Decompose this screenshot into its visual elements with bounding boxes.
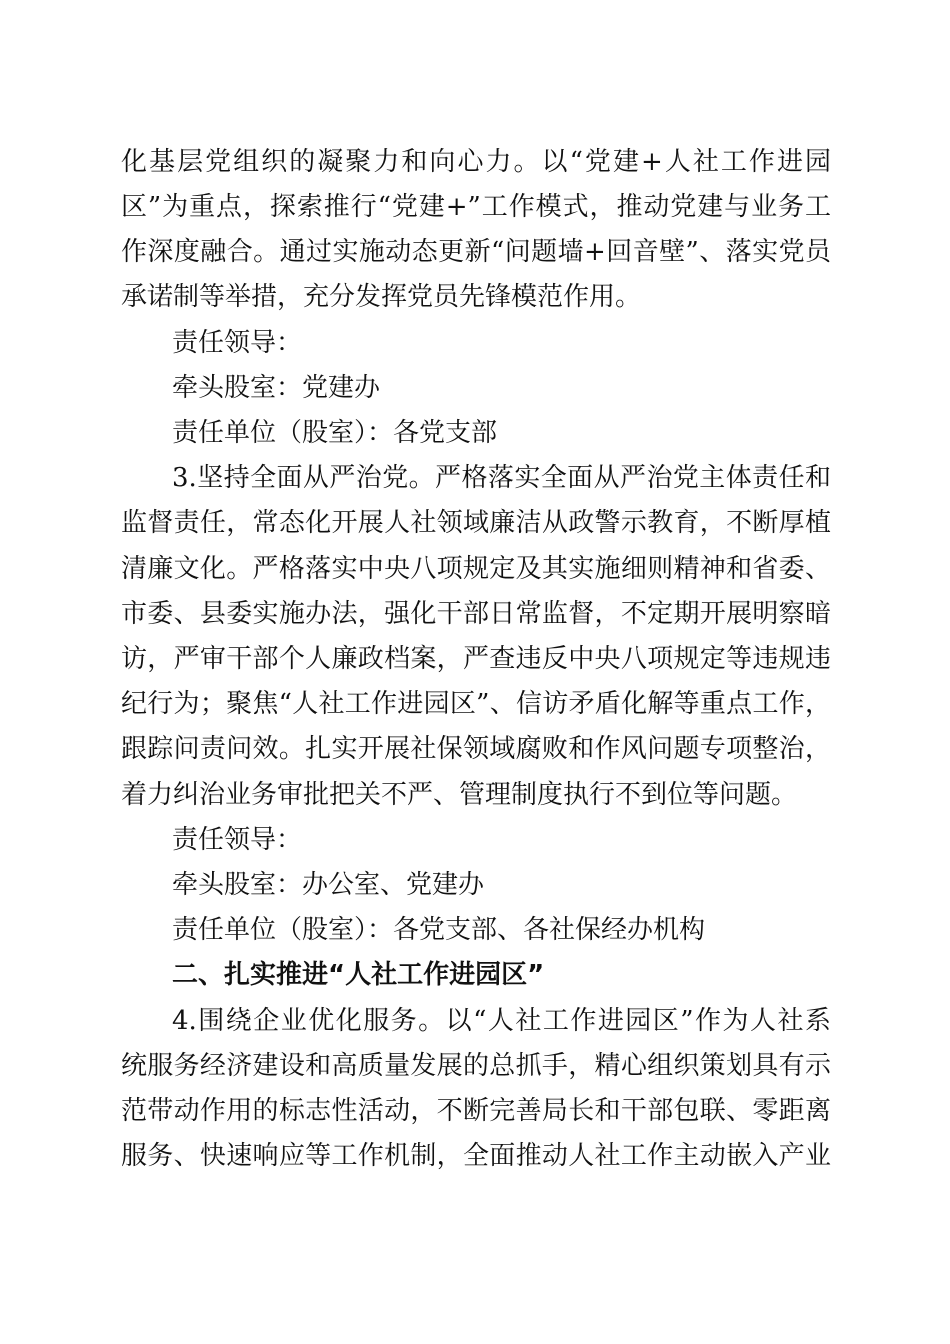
item-3-heading-line: 3.坚持全面从严治党。严格落实全面从严治党主体责任和 [172, 463, 831, 493]
paragraph-line: 承诺制等举措，充分发挥党员先锋模范作用。 [121, 282, 642, 312]
paragraph-line: 作深度融合。通过实施动态更新“问题墙+回音壁”、落实党员 [121, 237, 831, 267]
paragraph-line: 访，严审干部个人廉政档案，严查违反中央八项规定等违规违 [121, 644, 831, 674]
paragraph-line: 着力纠治业务审批把关不严、管理制度执行不到位等问题。 [121, 780, 798, 810]
lead-office-line: 牵头股室：党建办 [172, 373, 381, 403]
responsible-leader-label: 责任领导： [172, 825, 303, 855]
paragraph-line: 监督责任，常态化开展人社领域廉洁从政警示教育，不断厚植 [121, 508, 831, 538]
paragraph-line: 范带动作用的标志性活动，不断完善局长和干部包联、零距离 [121, 1096, 831, 1126]
section-two-heading: 二、扎实推进“人社工作进园区” [172, 960, 545, 990]
item-4-heading-line: 4.围绕企业优化服务。以“人社工作进园区”作为人社系 [172, 1006, 831, 1036]
paragraph-line: 跟踪问责问效。扎实开展社保领域腐败和作风问题专项整治， [121, 734, 831, 764]
paragraph-line: 纪行为；聚焦“人社工作进园区”、信访矛盾化解等重点工作， [121, 689, 831, 719]
paragraph-line: 服务、快速响应等工作机制，全面推动人社工作主动嵌入产业 [121, 1141, 831, 1171]
responsible-unit-line: 责任单位（股室）：各党支部 [172, 418, 498, 448]
paragraph-line: 市委、县委实施办法，强化干部日常监督，不定期开展明察暗 [121, 599, 831, 629]
lead-office-line: 牵头股室：办公室、党建办 [172, 870, 485, 900]
responsible-unit-line: 责任单位（股室）：各党支部、各社保经办机构 [172, 915, 706, 945]
responsible-leader-label: 责任领导： [172, 328, 303, 358]
paragraph-line: 化基层党组织的凝聚力和向心力。以“党建+人社工作进园 [121, 147, 831, 177]
paragraph-line: 统服务经济建设和高质量发展的总抓手，精心组织策划具有示 [121, 1051, 831, 1081]
paragraph-line: 区”为重点，探索推行“党建+”工作模式，推动党建与业务工 [121, 192, 831, 222]
paragraph-line: 清廉文化。严格落实中央八项规定及其实施细则精神和省委、 [121, 554, 831, 584]
